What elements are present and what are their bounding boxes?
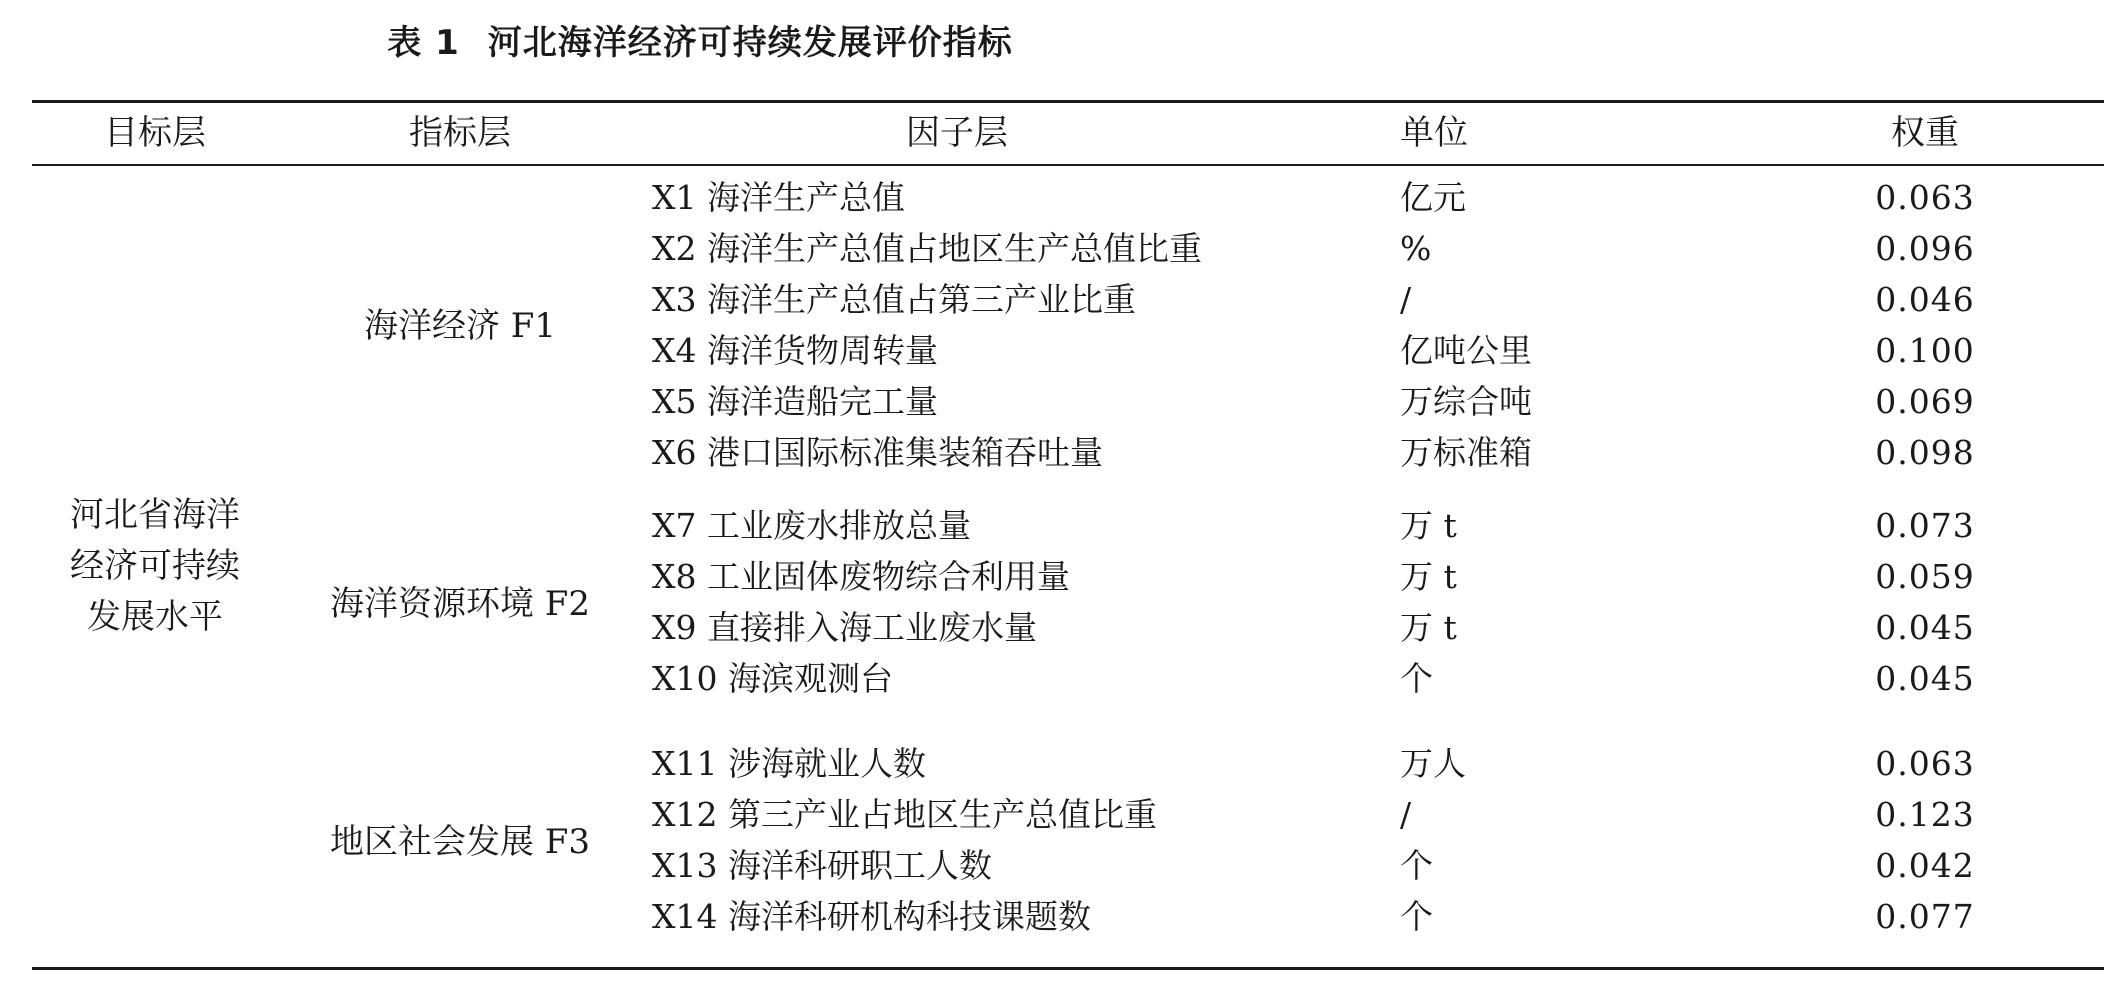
- table-caption: [0, 18, 1400, 68]
- factor-x14: X14 海洋科研机构科技课题数: [652, 897, 1091, 936]
- unit-x2: %: [1400, 229, 1432, 268]
- factor-x11: X11 涉海就业人数: [652, 744, 926, 783]
- unit-x13: 个: [1400, 846, 1433, 885]
- bottom-rule: [32, 967, 2104, 970]
- weight-x4: 0.100: [1875, 331, 1975, 370]
- header-weight: 权重: [1891, 113, 1959, 153]
- weight-x11: 0.063: [1875, 744, 1975, 783]
- factor-x12: X12 第三产业占地区生产总值比重: [652, 795, 1157, 834]
- weight-x9: 0.045: [1875, 608, 1975, 647]
- header-unit: 单位: [1400, 113, 1468, 153]
- factor-x5: X5 海洋造船完工量: [652, 382, 938, 421]
- weight-x10: 0.045: [1875, 659, 1975, 698]
- unit-x9: 万 t: [1400, 608, 1457, 647]
- unit-x1: 亿元: [1400, 178, 1466, 217]
- factor-x6: X6 港口国际标准集装箱吞吐量: [652, 433, 1103, 472]
- weight-x5: 0.069: [1875, 382, 1975, 421]
- factor-x13: X13 海洋科研职工人数: [652, 846, 992, 885]
- weight-x13: 0.042: [1875, 846, 1975, 885]
- weight-x12: 0.123: [1875, 795, 1975, 834]
- factor-x7: X7 工业废水排放总量: [652, 506, 971, 545]
- weight-x1: 0.063: [1875, 178, 1975, 217]
- weight-x3: 0.046: [1875, 280, 1975, 319]
- target-line: 经济可持续: [70, 546, 240, 586]
- target-line: 发展水平: [87, 597, 223, 637]
- unit-x8: 万 t: [1400, 557, 1457, 596]
- table-number: 表 1: [387, 23, 460, 63]
- unit-x4: 亿吨公里: [1400, 331, 1532, 370]
- weight-x2: 0.096: [1875, 229, 1975, 268]
- target-line: 河北省海洋: [70, 495, 240, 535]
- unit-x11: 万人: [1400, 744, 1466, 783]
- header-indicator: 指标层: [409, 113, 511, 153]
- factor-x8: X8 工业固体废物综合利用量: [652, 557, 1070, 596]
- indicator-f2: 海洋资源环境 F2: [329, 584, 591, 624]
- unit-x14: 个: [1400, 897, 1433, 936]
- indicator-f3: 地区社会发展 F3: [329, 822, 591, 862]
- weight-x14: 0.077: [1875, 897, 1975, 936]
- unit-x5: 万综合吨: [1400, 382, 1532, 421]
- factor-x9: X9 直接排入海工业废水量: [652, 608, 1037, 647]
- header-rule: [32, 164, 2104, 166]
- factor-x1: X1 海洋生产总值: [652, 178, 905, 217]
- table-title: 河北海洋经济可持续发展评价指标: [487, 23, 1013, 63]
- factor-x10: X10 海滨观测台: [652, 659, 893, 698]
- factor-x2: X2 海洋生产总值占地区生产总值比重: [652, 229, 1202, 268]
- unit-x6: 万标准箱: [1400, 433, 1532, 472]
- unit-x10: 个: [1400, 659, 1433, 698]
- unit-x12: /: [1400, 795, 1412, 834]
- header-target: 目标层: [104, 113, 206, 153]
- factor-x3: X3 海洋生产总值占第三产业比重: [652, 280, 1136, 319]
- factor-x4: X4 海洋货物周转量: [652, 331, 938, 370]
- unit-x3: /: [1400, 280, 1412, 319]
- indicator-f1: 海洋经济 F1: [363, 306, 557, 346]
- weight-x6: 0.098: [1875, 433, 1975, 472]
- header-factor: 因子层: [906, 113, 1008, 153]
- unit-x7: 万 t: [1400, 506, 1457, 545]
- weight-x8: 0.059: [1875, 557, 1975, 596]
- weight-x7: 0.073: [1875, 506, 1975, 545]
- target-cell: [40, 490, 270, 643]
